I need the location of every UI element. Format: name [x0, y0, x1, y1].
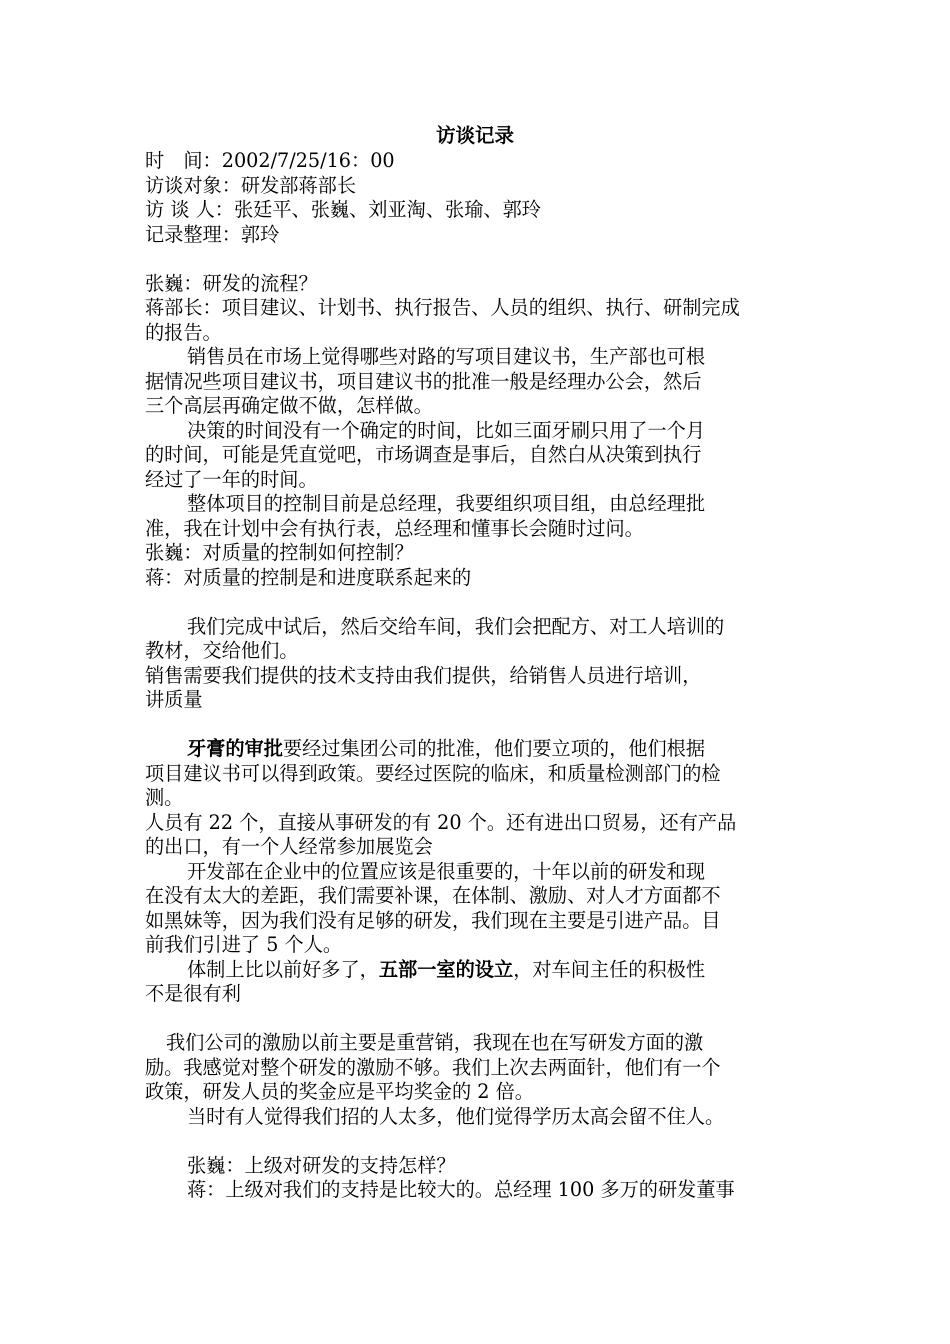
text-line: 前我们引进了 5 个人。: [145, 933, 343, 956]
text-line: 不是很有利: [145, 982, 241, 1005]
text-line: 准，我在计划中会有执行表，总经理和懂事长会随时过问。: [145, 516, 644, 540]
text-line: 整体项目的控制目前是总经理，我要组织项目组，由总经理批: [187, 492, 706, 515]
text-line: 蒋：上级对我们的支持是比较大的。总经理 100 多万的研发董事: [187, 1178, 735, 1201]
meta-subject: 访谈对象：研发部蒋部长: [145, 173, 357, 197]
text-line: 蒋部长：项目建议、计划书、执行报告、人员的组织、执行、研制完成: [145, 296, 740, 319]
text-line: 讲质量: [145, 688, 203, 711]
blank-line: [145, 590, 808, 615]
text-line: 人员有 22 个，直接从事研发的有 20 个。还有进出口贸易，还有产品: [145, 810, 737, 834]
text-line: 教材，交给他们。: [145, 639, 299, 662]
document-body: [145, 149, 808, 1203]
text-line: 我们公司的激励以前主要是重营销，我现在也在写研发方面的激: [166, 1031, 704, 1054]
text-line: 励。我感觉对整个研发的激励不够。我们上次去两面针，他们有一个: [145, 1055, 721, 1079]
text-line: 三个高层再确定做不做，怎样做。: [145, 394, 433, 417]
text-line: 的报告。: [145, 320, 222, 344]
blank-line: [145, 247, 808, 272]
blank-line: [145, 1129, 808, 1154]
text-line: 的时间，可能是凭直觉吧，市场调查是事后，自然白从决策到执行: [145, 443, 702, 466]
text-line: 当时有人觉得我们招的人太多，他们觉得学历太高会留不住人。: [187, 1104, 725, 1128]
text-line: 政策，研发人员的奖金应是平均奖金的 2 倍。: [145, 1080, 534, 1103]
blank-line: [145, 1007, 808, 1032]
document-title: 访谈记录: [435, 124, 514, 147]
text-line: 决策的时间没有一个确定的时间，比如三面牙刷只用了一个月: [187, 418, 706, 442]
text-line: 张巍：研发的流程？: [145, 271, 318, 295]
text-line: 的出口，有一个人经常参加展览会: [145, 835, 433, 858]
text-line: 开发部在企业中的位置应该是很重要的，十年以前的研发和现: [187, 859, 706, 883]
text-line: 张巍：对质量的控制如何控制？: [145, 541, 414, 564]
text-line: 销售需要我们提供的技术支持由我们提供，给销售人员进行培训，: [145, 663, 702, 687]
text-line: [145, 958, 808, 983]
meta-recorder: 记录整理：郭玲: [145, 222, 280, 246]
text-line: 据情况些项目建议书，项目建议书的批准一般是经理办公会，然后: [145, 369, 702, 393]
text-line: 销售员在市场上觉得哪些对路的写项目建议书，生产部也可根: [187, 345, 706, 368]
meta-time: 时 间：2002/7/25/16：00: [145, 149, 395, 172]
text-span: ，对车间主任的积极性: [513, 957, 706, 981]
text-line: 在没有太大的差距，我们需要补课，在体制、激励、对人才方面都不: [145, 884, 721, 907]
text-line: 张巍：上级对研发的支持怎样？: [187, 1153, 456, 1177]
text-span: 要经过集团公司的批准，他们要立项的，他们根据: [282, 737, 706, 760]
text-line: 项目建议书可以得到政策。要经过医院的临床，和质量检测部门的检: [145, 761, 721, 785]
bold-phrase: 五部一室的设立: [378, 957, 514, 981]
text-line: 如黑妹等，因为我们没有足够的研发，我们现在主要是引进产品。目: [145, 908, 721, 932]
text-line: 蒋：对质量的控制是和进度联系起来的: [145, 565, 472, 589]
text-line: 测。: [145, 786, 184, 809]
blank-line: [145, 713, 808, 738]
text-line: 经过了一年的时间。: [145, 467, 318, 491]
text-line: 我们完成中试后，然后交给车间，我们会把配方、对工人培训的: [187, 614, 725, 638]
meta-interviewers: 访 谈 人：张廷平、张巍、刘亚淘、张瑜、郭玲: [145, 198, 541, 221]
text-span: 体制上比以前好多了，: [187, 957, 379, 981]
text-line: [145, 737, 808, 762]
bold-phrase: 牙膏的审批: [187, 737, 283, 760]
